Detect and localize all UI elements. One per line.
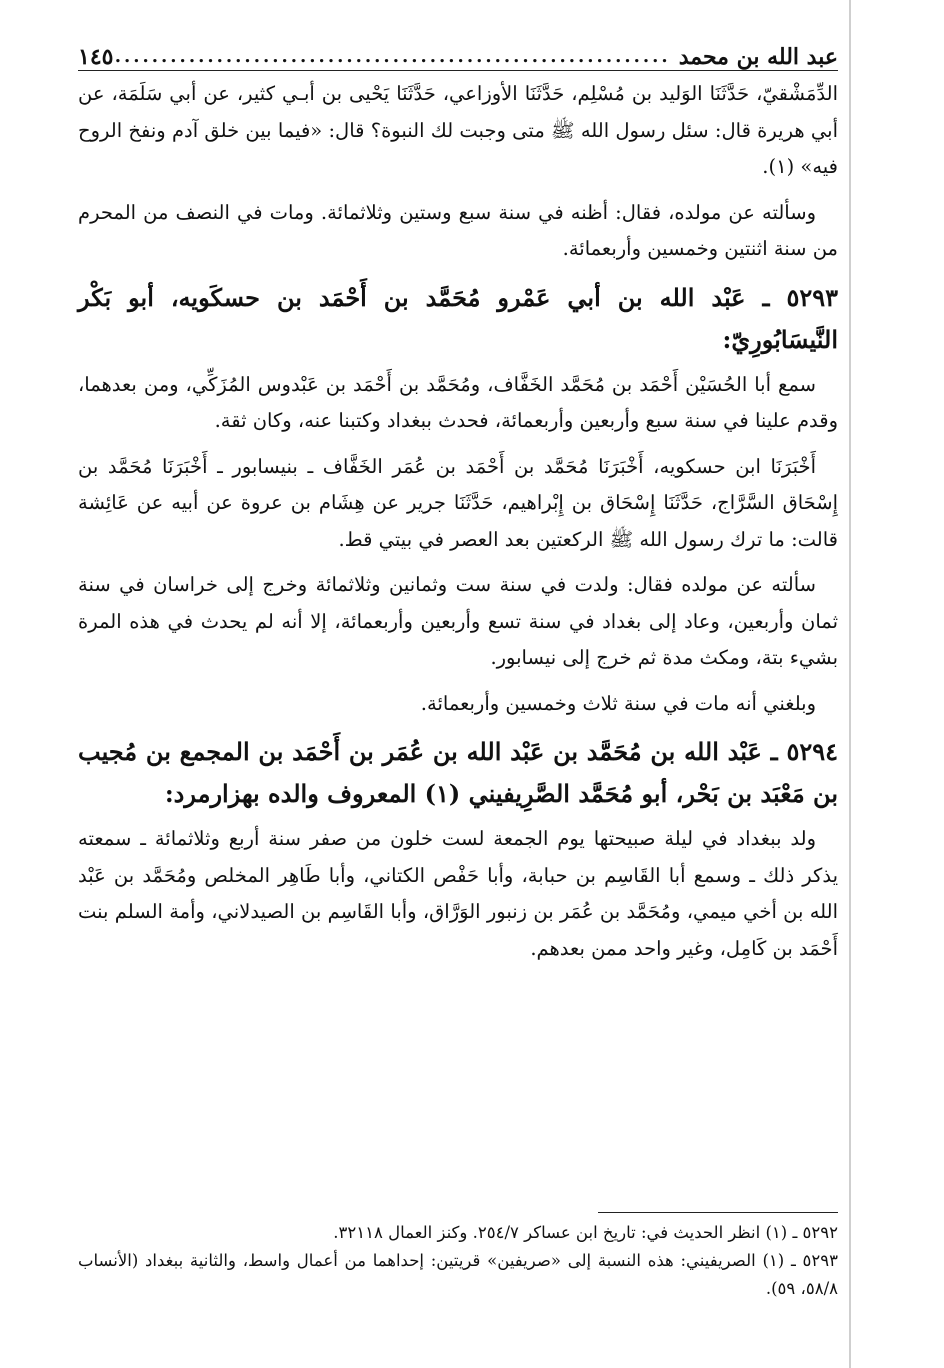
- paragraph-teachers-5293: سمع أبا الحُسَيْن أَحْمَد بن مُحَمَّد الخَفَّاف، ومُحَمَّد بن أَحْمَد بن عَبْدوس المُزَكِّي، ومن بعدهما، وقدم علينا في سنة سبع وأربعين وأربعمائة، فحدث ببغداد وكتبنا عنه، وكان ثقة.: [78, 372, 838, 432]
- footnote-separator: [598, 1212, 838, 1213]
- paragraph-birth-travel-5293: سألته عن مولده فقال: ولدت في سنة ست وثمانين وثلاثمائة وخرج إلى خراسان في سنة ثمان وأربعين، وعاد إلى بغداد في سنة تسع وأربعين وأربعمائة، إلا أنه لم يحدث في هذه المرة بشيء بتة، ومكث مدة ثم خرج إلى نيسابور.: [78, 573, 838, 669]
- paragraph-birth-death-5292: وسألته عن مولده، فقال: أظنه في سنة سبع وستين وثلاثمائة. ومات في النصف من المحرم من سنة اثنتين وخمسين وأربعمائة.: [78, 200, 838, 260]
- footnotes: [78, 1212, 838, 1303]
- footnote-5292-1: ٥٢٩٢ ـ (١) انظر الحديث في: تاريخ ابن عساكر ٢٥٤/٧. وكنز العمال ٣٢١١٨.: [333, 1223, 838, 1242]
- page-number: ١٤٥: [78, 44, 114, 70]
- running-head: [78, 30, 838, 71]
- entry-heading-5294: ٥٢٩٤ ـ عَبْد الله بن مُحَمَّد بن عَبْد الله بن عُمَر بن أَحْمَد بن المجمع بن مُجيب بن مَعْبَد بن بَحْر، أبو مُحَمَّد الصَّرِيفيني (١) المعروف والده بهزارمرد:: [78, 737, 838, 808]
- page-edge-line: [849, 0, 851, 1368]
- paragraph-birth-teachers-5294: ولد ببغداد في ليلة صبيحتها يوم الجمعة لست خلون من صفر سنة أربع وثلاثمائة ـ سمعته يذكر ذلك ـ وسمع أبا القَاسِم بن حبابة، وأبا حَفْص الكتاني، وأبا طَاهِر المخلص ومُحَمَّد بن عَبْد الله بن أخي ميمي، ومُحَمَّد بن عُمَر بن زنبور الوَرَّاق، وأبا القَاسِم بن الصيدلاني، وأمة السلم بنت أَحْمَد بن كَامِل، وغير واحد ممن بعدهم.: [78, 827, 838, 960]
- paragraph-hadith-prophethood: الدِّمَشْقيّ، حَدَّثَنَا الوَليد بن مُسْلِم، حَدَّثَنَا الأوزاعي، حَدَّثَنَا يَحْيى بن أبـي كثير، عن أبي سَلَمَة، عن أبي هريرة قال: سئل رسول الله ﷺ متى وجبت لك النبوة؟ قال: «فيما بين خلق آدم ونفخ الروح فيه» (١).: [78, 82, 838, 178]
- footnote-5293-1: ٥٢٩٣ ـ (١) الصريفيني: هذه النسبة إلى «صريفين» قريتين: إحداهما من أعمال واسط، والثانية ببغداد (الأنساب ٥٨/٨، ٥٩).: [78, 1251, 838, 1298]
- paragraph-hadith-aisha: أَخْبَرَنَا ابن حسكويه، أَخْبَرَنَا مُحَمَّد بن أَحْمَد بن عُمَر الخَفَّاف ـ بنيسابور ـ أَخْبَرَنَا مُحَمَّد بن إِسْحَاق السَّرَّاج، حَدَّثَنَا إِسْحَاق بن إِبْراهيم، حَدَّثَنَا جرير عن هِشَام بن عروة عن أبيه عن عَائِشة قالت: ما ترك رسول الله ﷺ الركعتين بعد العصر في بيتي قط.: [78, 454, 838, 551]
- running-head-title: عبد الله بن محمد: [678, 44, 838, 70]
- body-text: [78, 76, 838, 976]
- entry-heading-5293: ٥٢٩٣ ـ عَبْد الله بن أبي عَمْرو مُحَمَّد بن أَحْمَد بن حسكَويه، أبو بَكْر النَّيسَابُورِيّ:: [78, 282, 838, 354]
- book-page: [78, 0, 838, 1368]
- paragraph-death-5293: وبلغني أنه مات في سنة ثلاث وخمسين وأربعمائة.: [420, 691, 816, 715]
- running-head-leader-dots: [113, 44, 674, 70]
